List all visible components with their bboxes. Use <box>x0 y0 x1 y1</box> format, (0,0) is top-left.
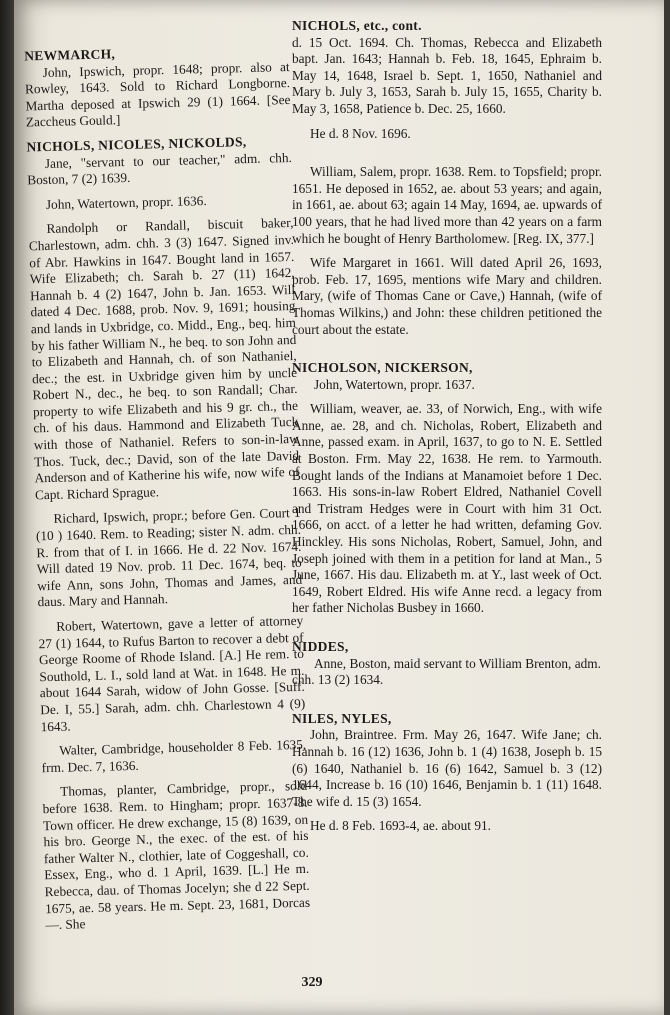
book-binding <box>0 0 14 1015</box>
page-number: 329 <box>301 975 323 990</box>
entry-text: Thomas, planter, Cambridge, propr., sold before 1638. Rem. to Hingham; propr. 1637-8. Town officer. He drew exchange, 15 (8) 1639, on his bro. George N., the exec. of the est. of his father Walter N., clothier, late of Coggeshall, co. Essex, Eng., who d. 1 April, 1639. [L.] He m. Rebecca, dau. of Thomas Jocelyn; she d 22 Sept. 1675, ae. 58 years. He m. Sept. 23, 1681, Dorcas —. She <box>42 778 311 933</box>
entry-text: John, Braintree. Frm. May 26, 1647. Wife Jane; ch. Hannah b. 16 (12) 1636, John b. 1 (4) 1638, Joseph b. 15 (6) 1640, Nathaniel b. 16 (6) 1642, Samuel b. 3 (12) 1644, Increase b. 16 (10) 1646, Benjamin b. 1 (11) 1648. The wife d. 15 (3) 1654. <box>292 727 602 809</box>
entry-text: Jane, "servant to our teacher," adm. chh. Boston, 7 (2) 1639. <box>27 149 292 188</box>
entry-text: Richard, Ipswich, propr.; before Gen. Court 1 (10 ) 1640. Rem. to Reading; sister N. adm. chh. R. from that of I. in 1666. He d. 22 Nov. 1674. Will dated 19 Nov. prob. 11 Dec. 1674, beq. to wife Ann, sons John, Thomas and James, and daus. Mary and Hannah. <box>35 505 303 610</box>
entry-heading-niles: NILES, NYLES, <box>292 710 392 726</box>
entry-text: Wife Margaret in 1661. Will dated April 26, 1693, prob. Feb. 17, 1695, mentions wife Mary and children. Mary, (wife of Thomas Cane or Cave,) Hannah, (wife of Thomas Wilkins,) and John: these children petitioned the court about the estate. <box>292 255 602 337</box>
entry-text: John, Watertown, propr. 1636. <box>45 192 207 212</box>
entry-text: Robert, Watertown, gave a letter of attorney 27 (1) 1644, to Rufus Barton to recover a debt of George Roome of Rhode Island. [A.] He rem. to Southold, L. I., sold land at Wat. in 1648. He m. about 1644 Sarah, widow of John Gosse. [Suff. De. I, 55.] Sarah, adm. chh. Charlestown 4 (9) 1643. <box>38 612 306 734</box>
entry-heading-niddes: NIDDES, <box>292 639 349 654</box>
left-column <box>24 42 311 942</box>
entry-heading-nicholson: NICHOLSON, NICKERSON, <box>292 360 473 376</box>
entry-text: William, weaver, ae. 33, of Norwich, Eng., with wife Anne, ae. 28, and ch. Nicholas, Robert, Elizabeth and Anne, passed exam. in April, 1637, to go to N. E. Settled at Boston. Frm. May 22, 1638. He rem. to Yarmouth. Bought lands of the Indians at Manamoiet before 1 Dec. 1663. His sons-in-law Robert Eldred, Nathaniel Covell and Tristram Hedges were in Court with him 31 Oct. 1666, on acct. of a letter he had written, defaming Gov. Hinckley. His sons Nicholas, Robert, Samuel, John, and Joseph joined with them in a petition for land at Man., 5 June, 1667. His dau. Elizabeth m. at Y., last week of Oct. 1649, Robert Eldred. His wife Anne recd. a legacy from her father Nicholas Busbey in 1660. <box>292 401 602 616</box>
entry-heading-nichols: NICHOLS, NICOLES, NICKOLDS, <box>26 134 247 155</box>
right-column <box>292 18 602 843</box>
entry-text: He d. 8 Feb. 1693-4, ae. about 91. <box>310 818 491 834</box>
entry-text: John, Ipswich, propr. 1648; propr. also at Rowley, 1643. Sold to Richard Longborne. Martha deposed at Ipswich 29 (1) 1664. [See Zaccheus Gould.] <box>24 58 291 130</box>
book-page <box>14 0 664 1015</box>
entry-text: d. 15 Oct. 1694. Ch. Thomas, Rebecca and Elizabeth bapt. Jan. 1643; Hannah b. Feb. 18, 1645, Ephraim b. May 14, 1648, Israel b. Sept. 1, 1650, Nathaniel and Mary b. July 3, 1653, Sarah b. July 15, 1655, Charity b. May 3, 1658, Patience b. Dec. 25, 1660. <box>292 34 602 116</box>
entry-heading-nichols-cont: NICHOLS, etc., cont. <box>292 18 422 33</box>
entry-heading-newmarch: NEWMARCH, <box>24 46 116 64</box>
entry-text: John, Watertown, propr. 1637. <box>314 376 475 392</box>
entry-text: Anne, Boston, maid servant to William Brenton, adm. chh. 13 (2) 1634. <box>292 655 601 688</box>
entry-text: Walter, Cambridge, householder 8 Feb. 1635, frm. Dec. 7, 1636. <box>41 736 307 776</box>
entry-text: Randolph or Randall, biscuit baker, Charlestown, adm. chh. 3 (3) 1647. Signed inv. of Abr. Hawkins in 1647. Bought land in 1657. Wife Elizabeth; ch. Sarah b. 27 (11) 1642, Hannah b. 4 (2) 1647, John b. Jan. 1653. Will dated 4 Dec. 1688, prob. Nov. 9, 1691; housing and lands in Uxbridge, co. Midd., Eng., beq. him by his father William N., he beq. to son John and to Elizabeth and Hannah, ch. of son Nathaniel, dec.; the est. in Uxbridge given him by uncle Robert N., dec., he beq. to son Randall; Char. property to wife Elizabeth and his 9 gr. ch., the ch. of his daus. Hammond and Elizabeth Tuck with those of Nathaniel. Refers to son-in-law Thos. Tuck, dec.; David, son of the late David Anderson and of Katherine his wife, now wife of Capt. Richard Sprague. <box>28 215 300 503</box>
entry-text: He d. 8 Nov. 1696. <box>310 125 411 141</box>
entry-text: William, Salem, propr. 1638. Rem. to Topsfield; propr. 1651. He deposed in 1652, ae. about 53 years; and again, in 1661, ae. about 63; again 14 May, 1694, ae. upwards of 100 years, that he had lived more than 42 years on a farm which he bought of Henry Bartholomew. [Reg. IX, 377.] <box>292 164 602 246</box>
